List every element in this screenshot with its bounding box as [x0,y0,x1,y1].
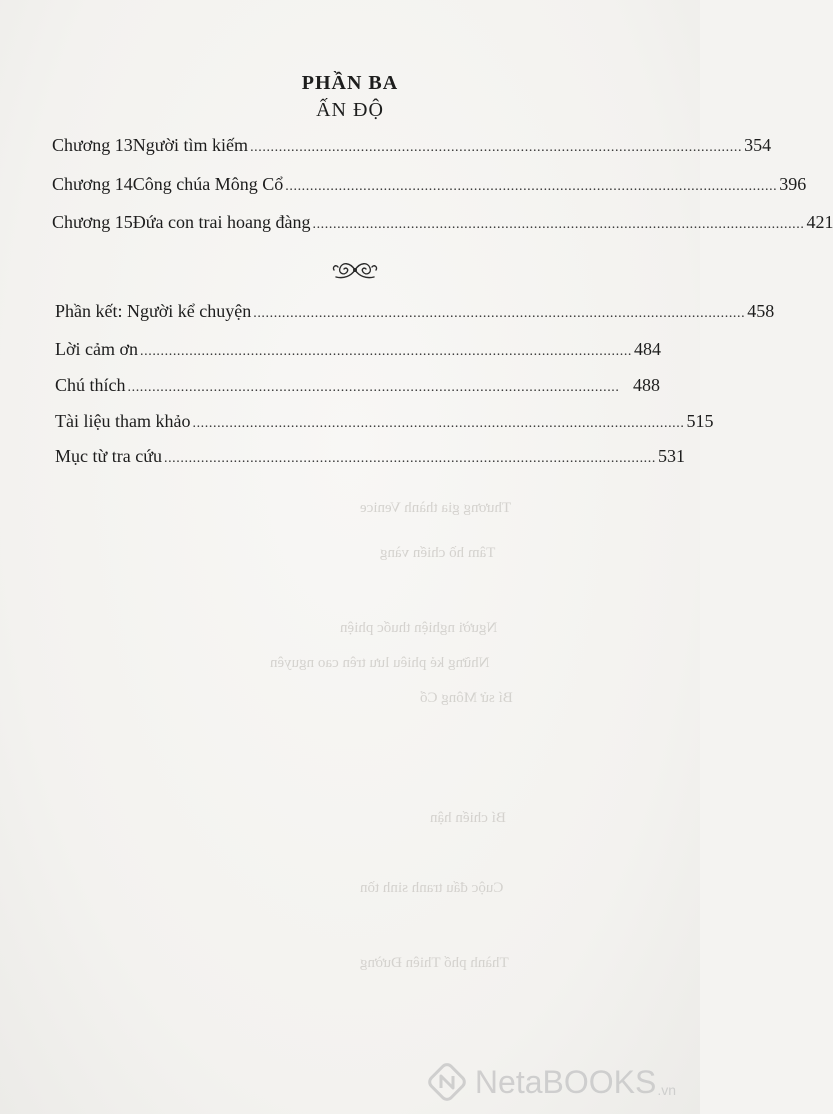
toc-entry-acknowledgements[interactable] [55,336,660,362]
netabooks-watermark [425,1060,676,1104]
page-number: 458 [747,301,775,321]
toc-entry-index[interactable] [55,443,685,469]
watermark-brand: NetaBOOKS [474,1063,657,1100]
chapter-number: Chương 13 [52,135,133,155]
page-number: 396 [779,174,807,194]
chapter-number: Chương 15 [52,212,133,232]
part-title: PHẦN BA [301,72,399,94]
page-number: 484 [634,339,662,359]
dot-leader: ........................................................................................................................ [312,217,805,232]
dot-leader: ........................................................................................................................ [285,179,778,194]
page-number: 421 [806,212,833,232]
toc-entry-chapter-14[interactable] [52,171,807,197]
netabooks-logo-icon [425,1060,469,1104]
dot-leader: ........................................................................................................................ [140,344,633,359]
chapter-title: Người tìm kiếm [132,135,249,155]
entry-title: Chú thích [55,375,126,395]
watermark-suffix: .vn [657,1082,676,1098]
bleed-through-text: Bí chiến hận [430,810,506,826]
bleed-through-text: Người nghiện thuốc phiện [340,620,498,636]
entry-title: Mục từ tra cứu [55,446,162,466]
dot-leader: ........................................................................................................................ [192,416,685,431]
toc-entry-chapter-15[interactable] [52,209,833,235]
bleed-through-text: Bí sử Mông Cổ [420,690,513,706]
toc-entry-chapter-13[interactable] [52,132,772,158]
dot-leader: ........................................................................................................................ [250,140,743,155]
page-number: 531 [657,446,685,466]
bleed-through-text: Thành phố Thiên Đường [360,955,509,971]
bleed-through-text: Cuộc đấu tranh sinh tồn [360,880,504,896]
toc-entry-notes[interactable] [55,372,660,398]
entry-title: Phần kết: Người kể chuyện [55,301,252,321]
entry-title: Tài liệu tham khảo [55,411,191,431]
page-number: 354 [744,135,772,155]
chapter-title: Công chúa Mông Cổ [132,174,284,194]
bleed-through-text: Tâm hồ chiến vàng [380,545,496,561]
toc-entry-bibliography[interactable] [55,408,714,434]
chapter-title: Đứa con trai hoang đàng [132,212,311,232]
part-subtitle: ẤN ĐỘ [316,99,384,121]
page-number: 515 [686,411,714,431]
floral-ornament-icon [330,258,380,282]
chapter-number: Chương 14 [52,174,133,194]
entry-title: Lời cảm ơn [55,339,139,359]
bleed-through-text: Những kẻ phiêu lưu trên cao nguyên [270,655,490,671]
dot-leader: ........................................................................................................................ [127,380,620,395]
bleed-through-text: Thương gia thành Venice [360,500,512,516]
dot-leader: ........................................................................................................................ [163,451,656,466]
page-number: 488 [633,375,660,395]
dot-leader: ........................................................................................................................ [253,306,746,321]
toc-entry-epilogue[interactable] [55,298,775,324]
